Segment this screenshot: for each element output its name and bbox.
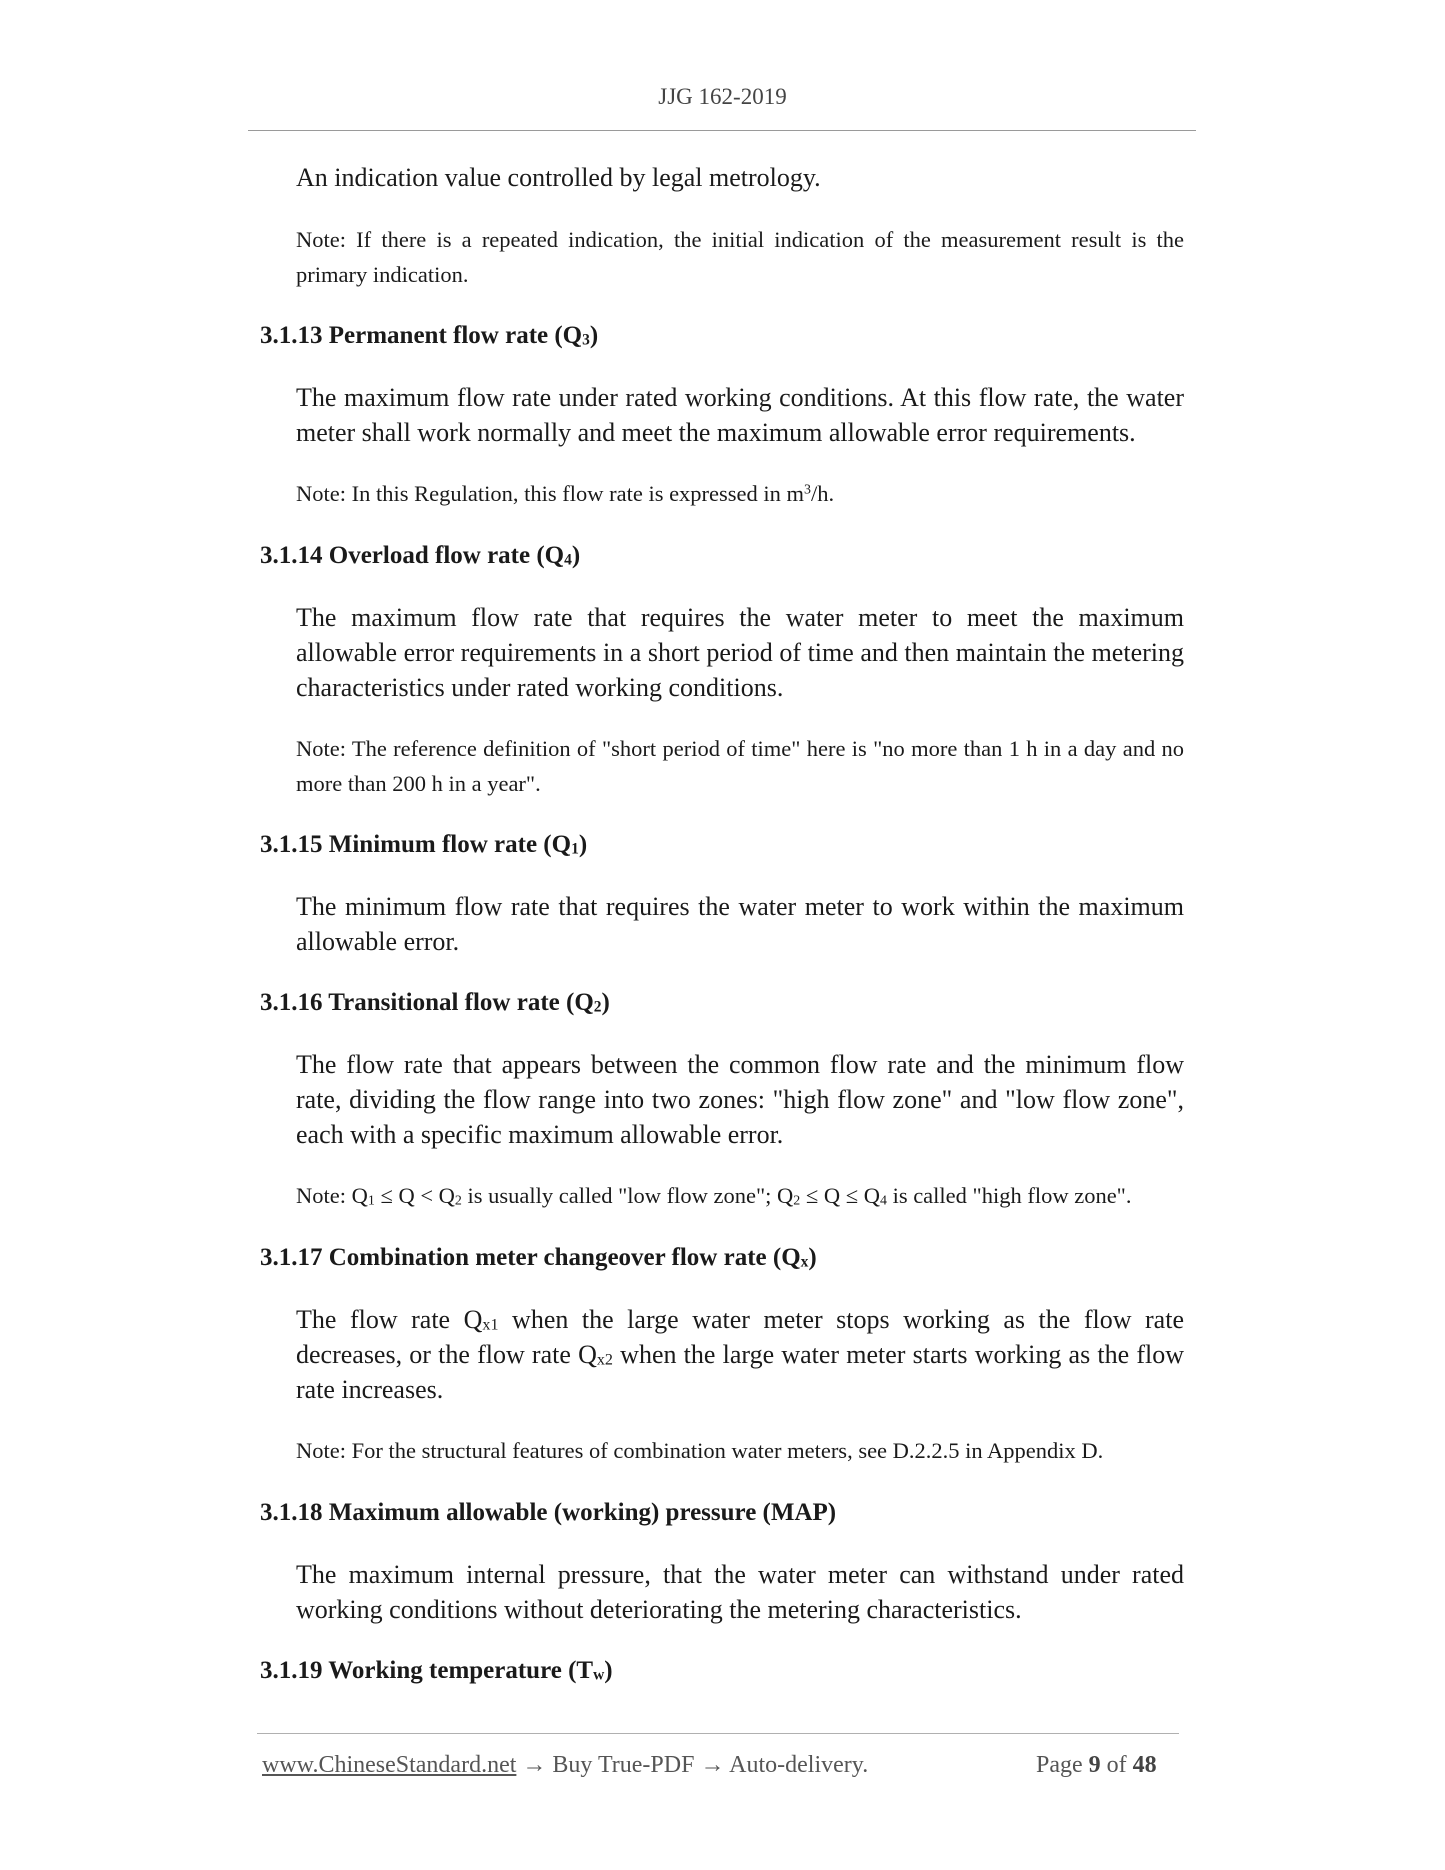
paragraph-3-1-13: The maximum flow rate under rated working conditions. At this flow rate, the water meter shall work normally and meet the maximum allowable error requirements. xyxy=(296,383,1184,447)
intro-paragraph: An indication value controlled by legal metrology. xyxy=(296,163,821,192)
note-primary-indication: Note: If there is a repeated indication, the initial indication of the measurement result is the primary indication. xyxy=(296,227,1184,287)
heading-3-1-17: 3.1.17 Combination meter changeover flow rate $(Q_x)$ xyxy=(260,1244,817,1271)
heading-3-1-16: 3.1.16 Transitional flow rate $(Q_2)$ xyxy=(260,989,610,1016)
note-3-1-13: Note: In this Regulation, this flow rate is expressed in $m^3/h$. xyxy=(296,481,835,506)
heading-3-1-18: 3.1.18 Maximum allowable (working) pressure (MAP) xyxy=(260,1499,837,1526)
arrow-right-icon: → xyxy=(522,1752,547,1778)
page-header: JJG 162-2019 xyxy=(658,84,787,109)
buy-pdf-text: Buy True-PDF xyxy=(552,1752,695,1778)
heading-3-1-13: 3.1.13 Permanent flow rate $(Q_3)$ xyxy=(260,322,599,349)
note-3-1-16: Note: $Q_1 \le Q < Q_2$ is usually called "low flow zone"; $Q_2 \le Q \le Q_4$ is called "high flow zone". xyxy=(296,1183,1132,1209)
page-indicator: Page 9 of 48 xyxy=(1036,1752,1157,1778)
heading-3-1-15: 3.1.15 Minimum flow rate $(Q_1)$ xyxy=(260,831,588,858)
paragraph-3-1-15: The minimum flow rate that requires the water meter to work within the maximum allowable error. xyxy=(296,892,1184,956)
note-3-1-14: Note: The reference definition of "short period of time" here is "no more than 1 h in a day and no more than 200 h in a year". xyxy=(296,736,1184,796)
auto-delivery-text: Auto-delivery. xyxy=(729,1752,869,1778)
heading-3-1-14: 3.1.14 Overload flow rate $(Q_4)$ xyxy=(260,542,581,569)
total-pages-number: 48 xyxy=(1132,1752,1157,1778)
heading-3-1-19: 3.1.19 Working temperature $(T_w)$ xyxy=(260,1657,613,1684)
header-divider xyxy=(248,130,1196,131)
footer-promo xyxy=(262,1752,868,1779)
website-link[interactable]: www.ChineseStandard.net xyxy=(262,1752,517,1778)
paragraph-3-1-16: The flow rate that appears between the common flow rate and the minimum flow rate, dividing the flow range into two zones: "high flow zone" and "low flow zone", each with a specific maximum allowable error. xyxy=(296,1050,1184,1149)
paragraph-3-1-18: The maximum internal pressure, that the water meter can withstand under rated working conditions without deteriorating the metering characteristics. xyxy=(296,1560,1184,1624)
current-page-number: 9 xyxy=(1088,1752,1101,1778)
footer-divider xyxy=(257,1733,1179,1734)
arrow-right-icon: → xyxy=(700,1752,725,1778)
paragraph-3-1-17: The flow rate $Q_{x1}$ when the large water meter stops working as the flow rate decreases, or the flow rate $Q_{x2}$ when the large water meter starts working as the flow rate increases. xyxy=(296,1305,1184,1404)
note-3-1-17: Note: For the structural features of combination water meters, see D.2.2.5 in Appendix D. xyxy=(296,1438,1104,1463)
paragraph-3-1-14: The maximum flow rate that requires the water meter to meet the maximum allowable error requirements in a short period of time and then maintain the metering characteristics under rated working conditions. xyxy=(296,603,1184,702)
